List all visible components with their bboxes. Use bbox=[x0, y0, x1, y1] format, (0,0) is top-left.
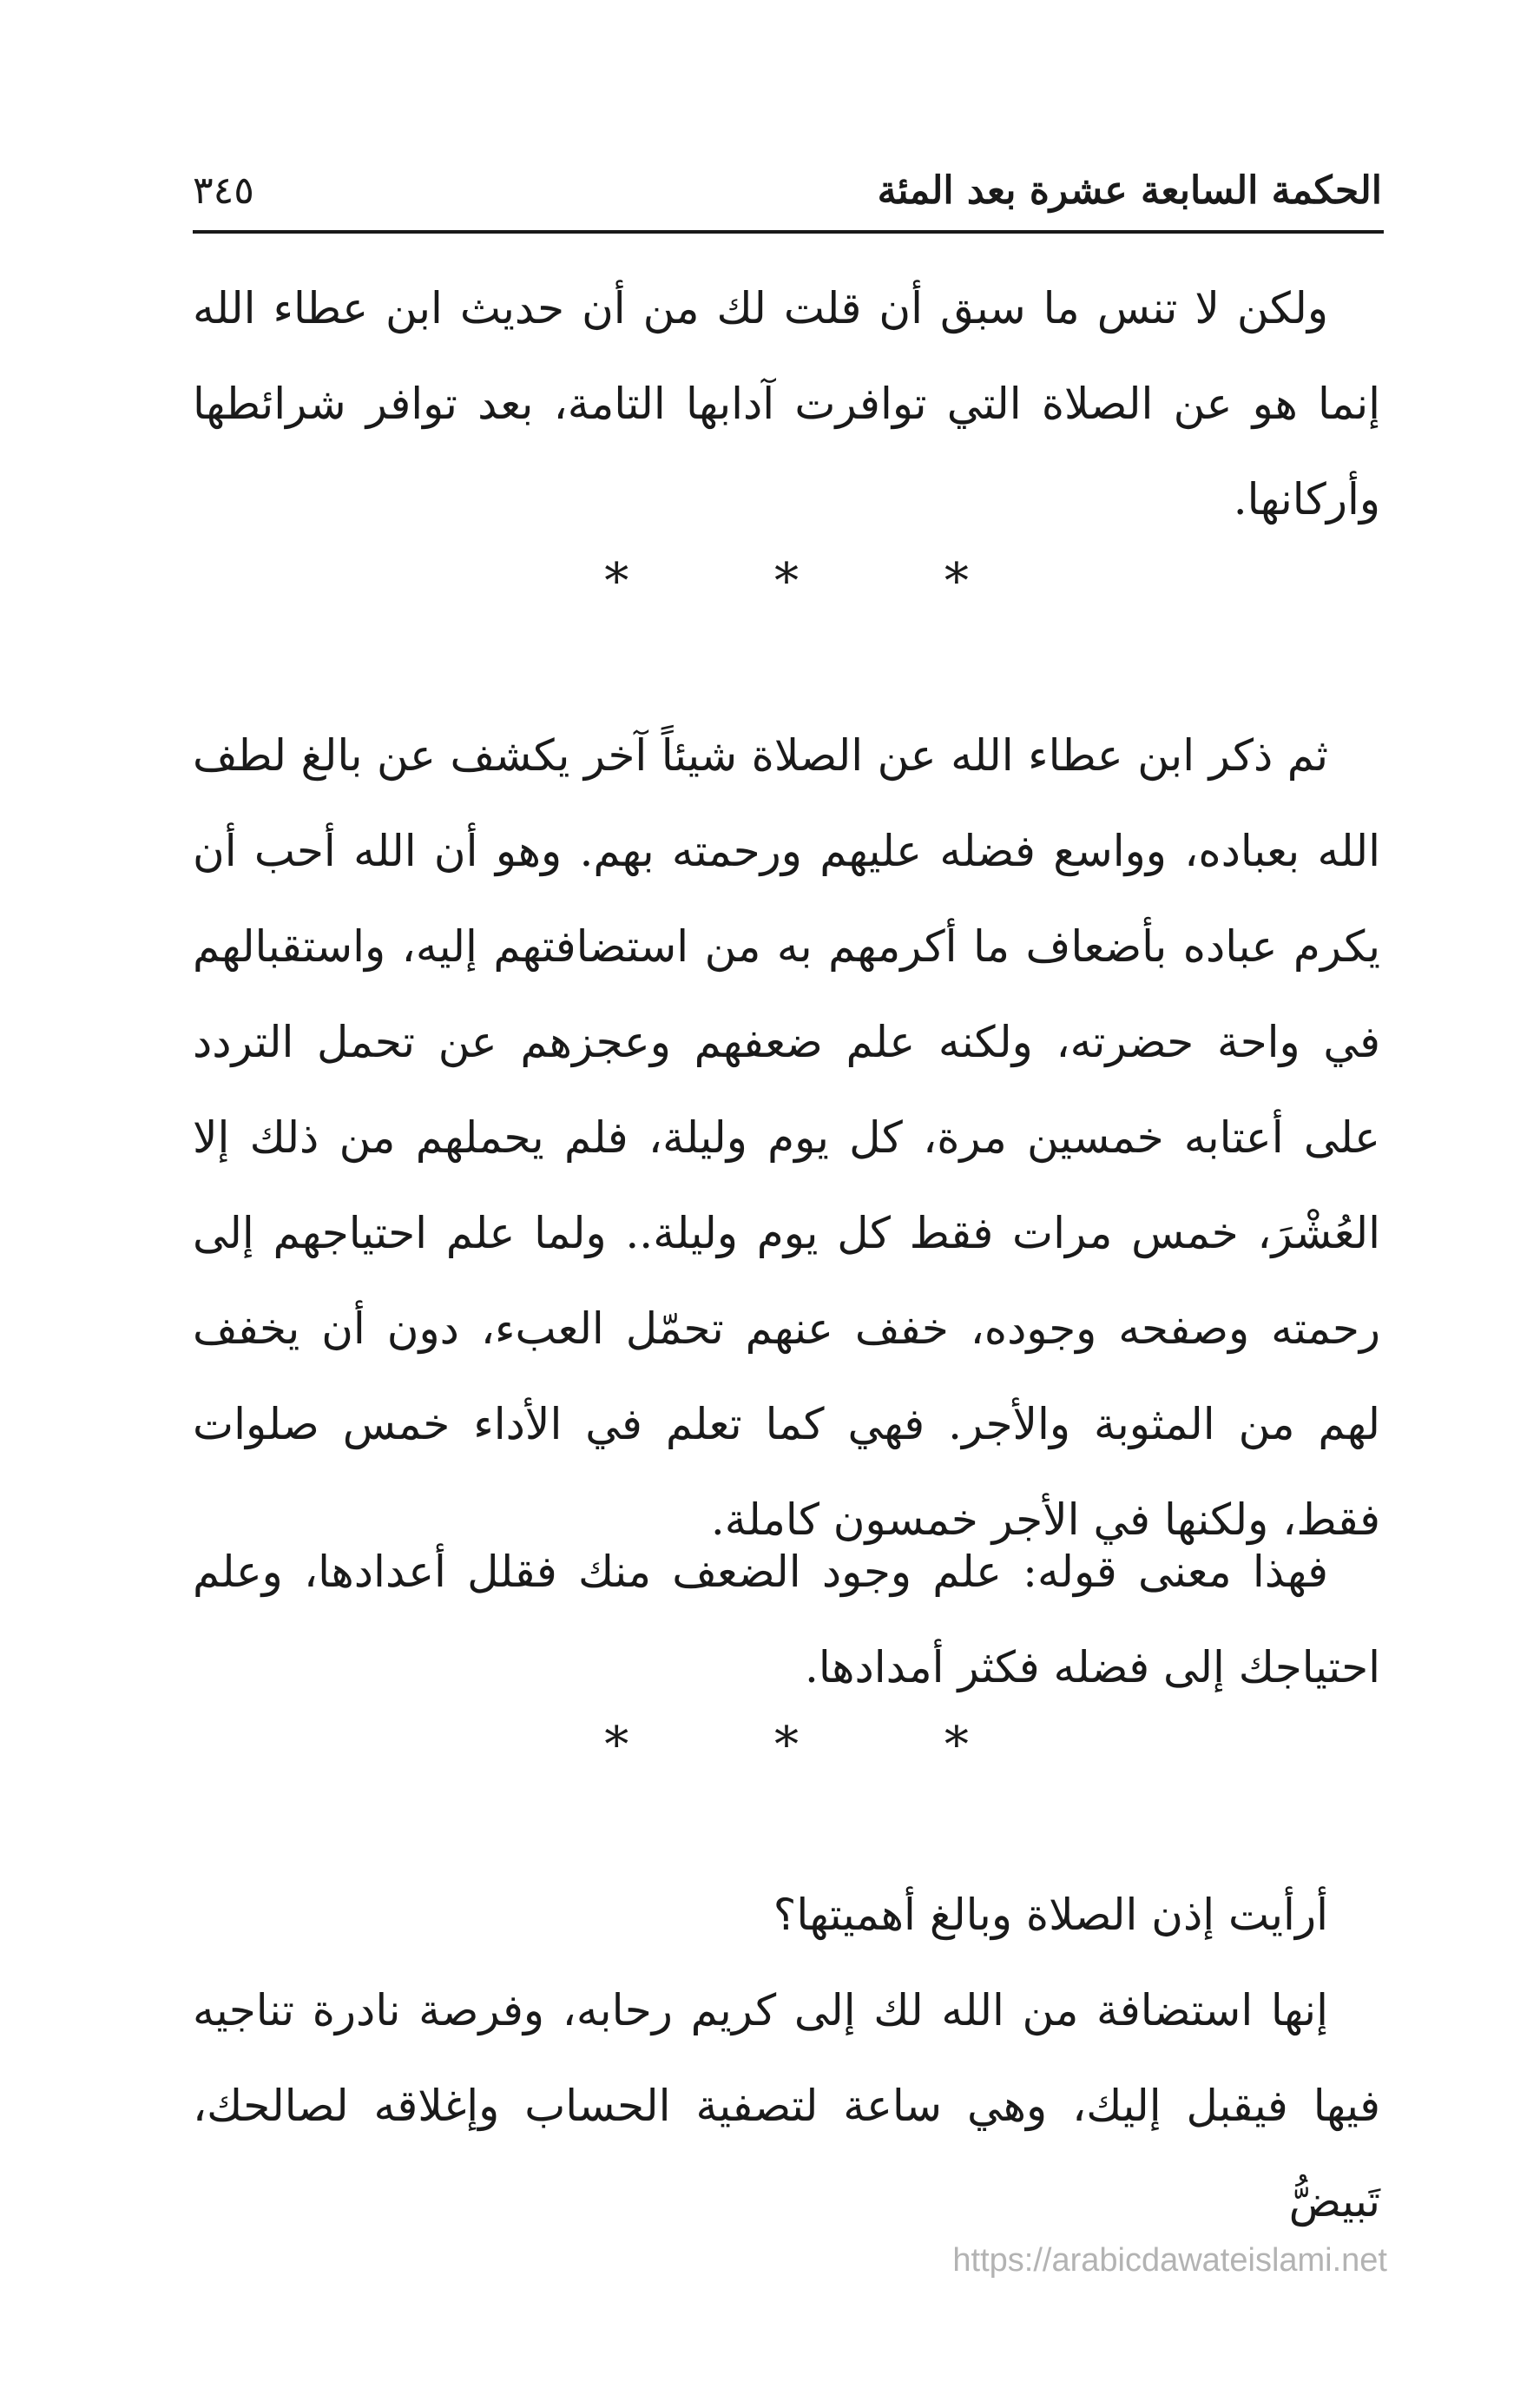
divider-star: * bbox=[944, 1717, 969, 1773]
section-divider-2 bbox=[193, 1715, 1380, 1776]
running-title: الحكمة السابعة عشرة بعد المئة bbox=[877, 168, 1382, 213]
paragraph-4-text: أرأيت إذن الصلاة وبالغ أهميتها؟ bbox=[773, 1890, 1328, 1940]
paragraph-5-text: إنها استضافة من الله لك إلى كريم رحابه، وفرصة نادرة تناجيه فيها فيقبل إليك، وهي ساعة لتصفية الحساب وإغلاقه لصالحك، تَبيضُّ bbox=[193, 1985, 1380, 2227]
divider-star: * bbox=[604, 553, 629, 610]
paragraph-2 bbox=[193, 708, 1380, 1567]
divider-star: * bbox=[774, 553, 799, 610]
divider-star: * bbox=[604, 1717, 629, 1773]
paragraph-3 bbox=[193, 1524, 1380, 1715]
section-divider-1 bbox=[193, 551, 1380, 612]
paragraph-2-text: ثم ذكر ابن عطاء الله عن الصلاة شيئاً آخر يكشف عن بالغ لطف الله بعباده، وواسع فضله عليهم ورحمته بهم. وهو أن الله أحب أن يكرم عباده بأضعاف ما أكرمهم به من استضافتهم إليه، واستقبالهم في واحة حضرته، ولكنه علم ضعفهم وعجزهم عن تحمل التردد على أعتابه خمسين مرة، كل يوم وليلة، فلم يحملهم من ذلك إلا العُشْرَ، خمس مرات فقط كل يوم وليلة.. ولما علم احتياجهم إلى رحمته وصفحه وجوده، خفف عنهم تحمّل العبء، دون أن يخفف لهم من المثوبة والأجر. فهي كما تعلم في الأداء خمس صلوات فقط، ولكنها في الأجر خمسون كاملة. bbox=[193, 730, 1380, 1545]
paragraph-5 bbox=[193, 1963, 1380, 2249]
page-number: ٣٤٥ bbox=[193, 168, 254, 213]
paragraph-1 bbox=[193, 261, 1380, 547]
paragraph-1-text: ولكن لا تنس ما سبق أن قلت لك من أن حديث ابن عطاء الله إنما هو عن الصلاة التي توافرت آدابها التامة، بعد توافر شرائطها وأركانها. bbox=[193, 283, 1380, 524]
paragraph-4 bbox=[193, 1867, 1380, 1963]
divider-star: * bbox=[774, 1717, 799, 1773]
watermark-url: https://arabicdawateislami.net bbox=[952, 2242, 1387, 2279]
divider-star: * bbox=[944, 553, 969, 610]
running-header bbox=[193, 161, 1382, 221]
paragraph-3-text: فهذا معنى قوله: علم وجود الضعف منك فقلل أعدادها، وعلم احتياجك إلى فضله فكثر أمدادها. bbox=[193, 1547, 1380, 1692]
header-rule bbox=[193, 230, 1384, 234]
